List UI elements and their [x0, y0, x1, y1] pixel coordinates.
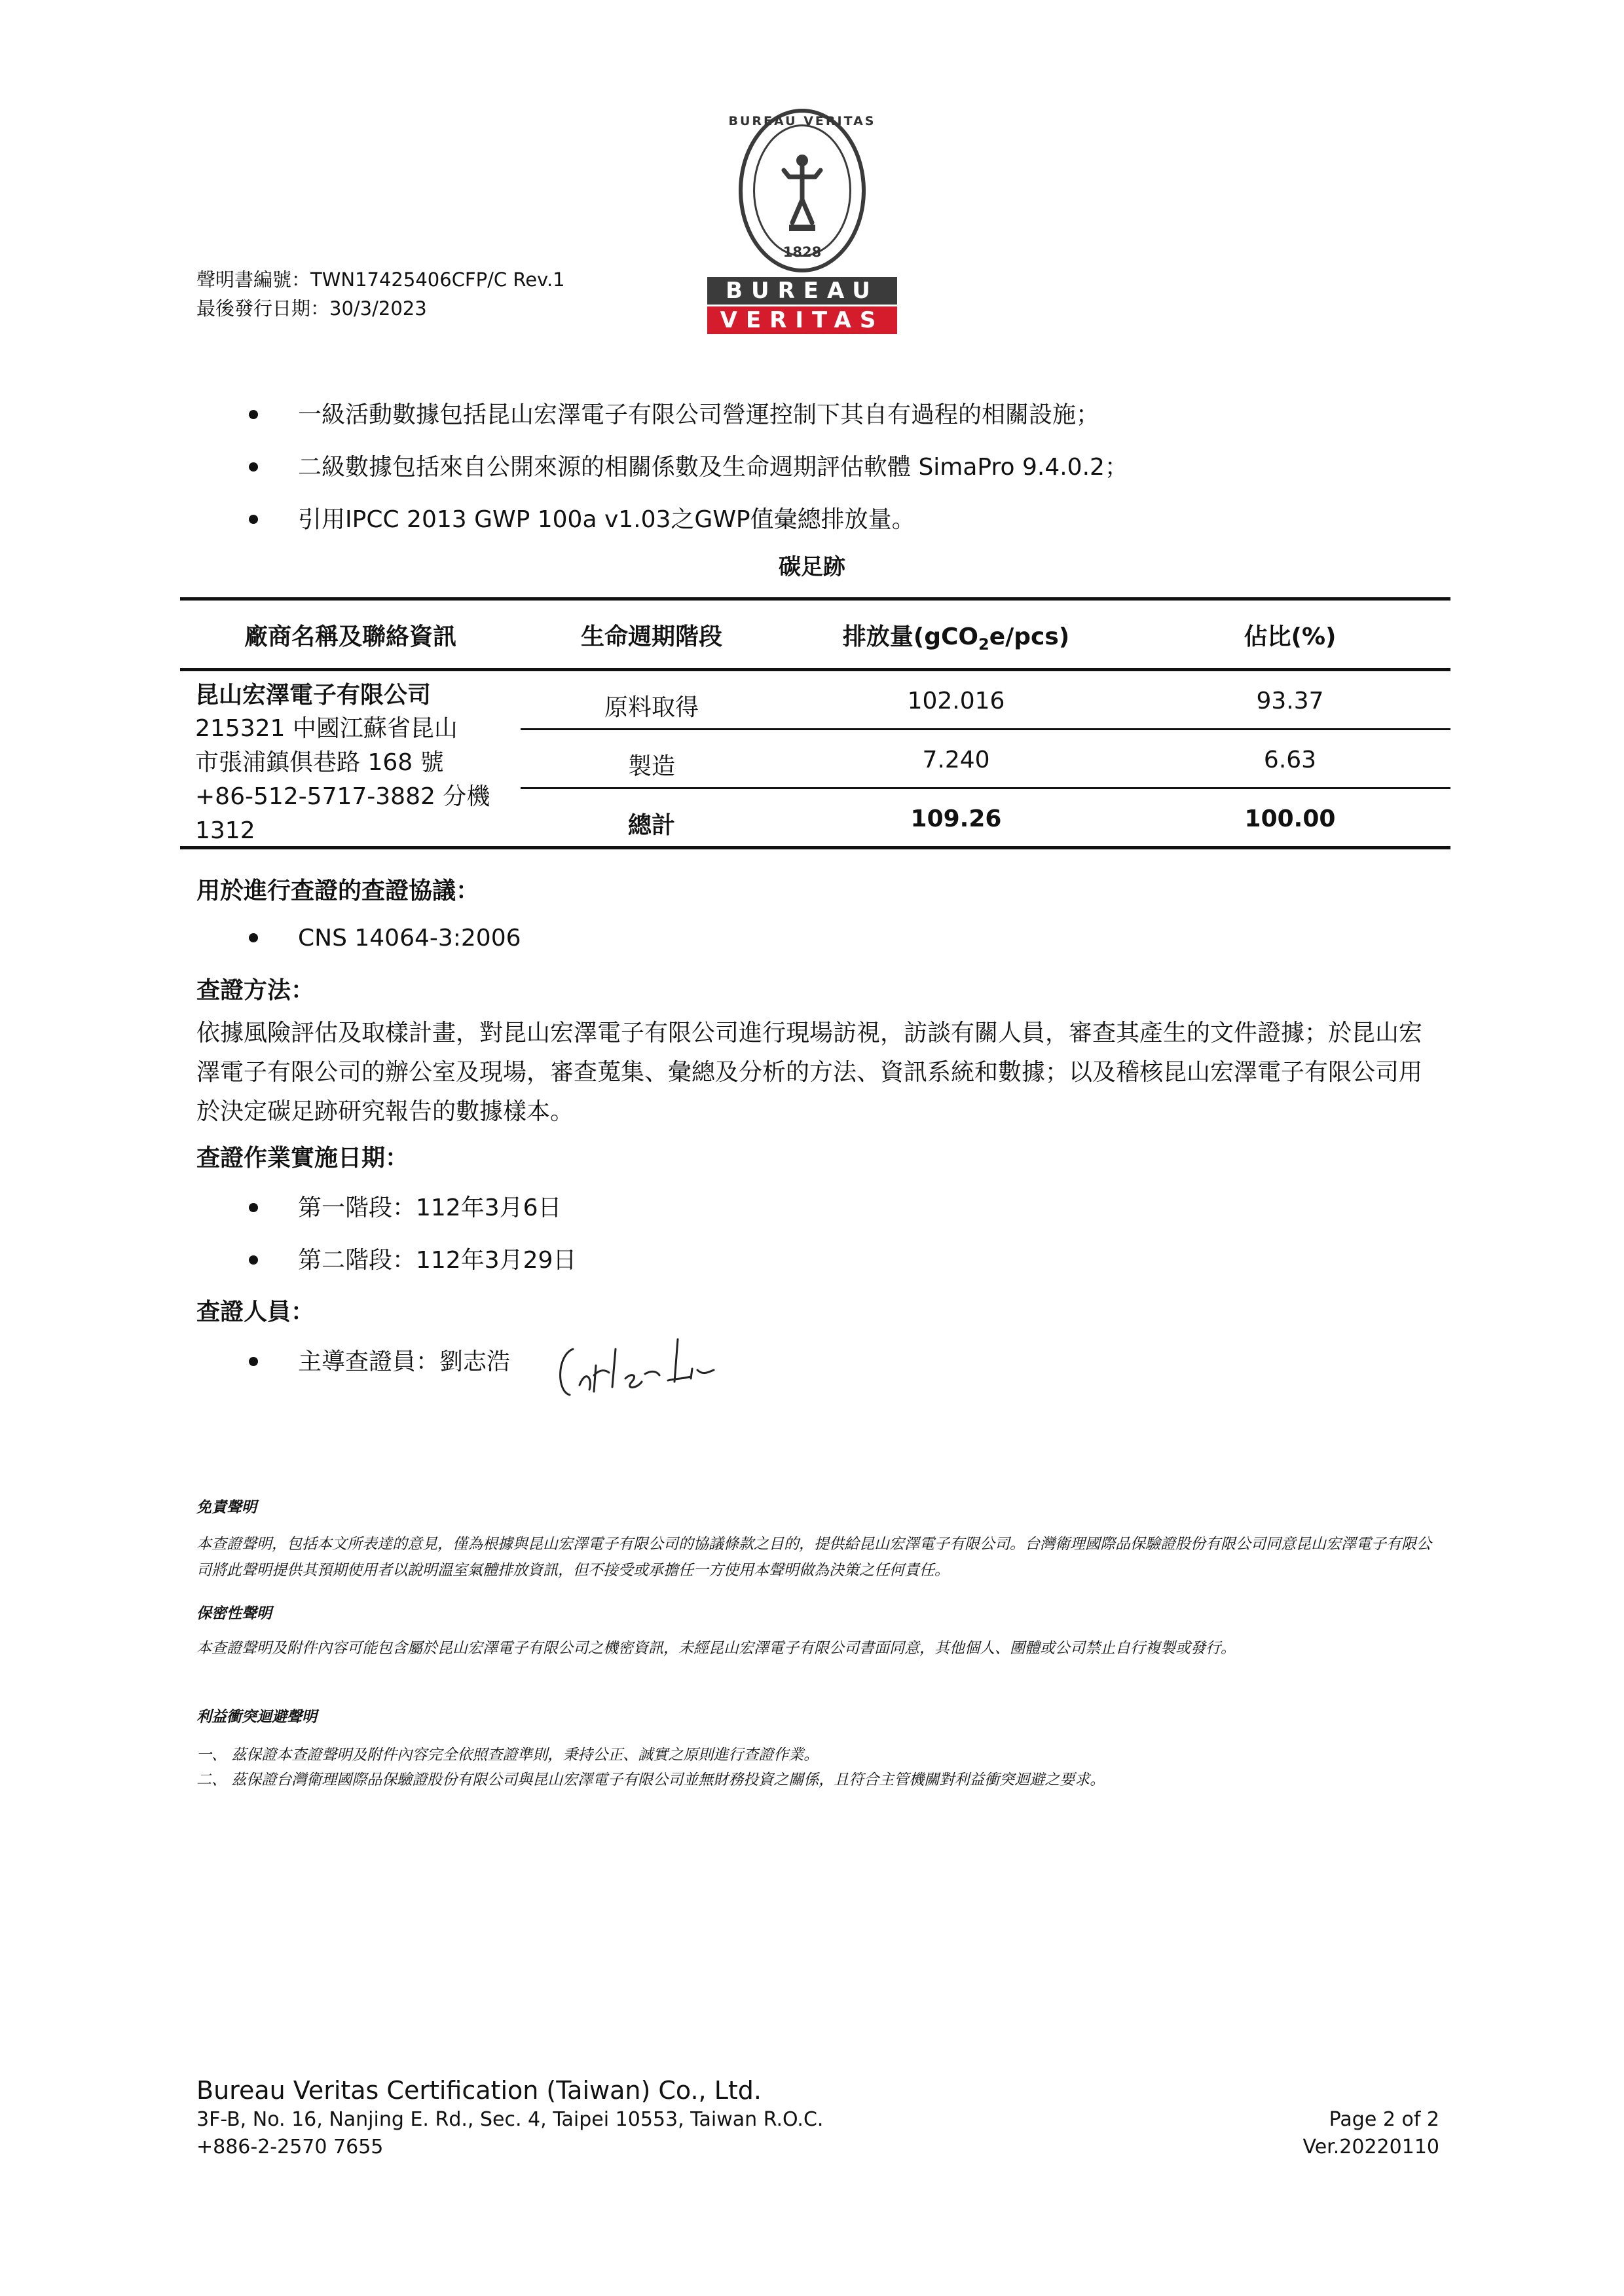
dates-list [249, 1189, 576, 1293]
bullet-dot-icon [249, 1255, 258, 1265]
list-item [249, 500, 1128, 553]
bullet-dot-icon [249, 1357, 258, 1366]
header-emission [783, 618, 1130, 654]
bullet-text: 二級數據包括來自公開來源的相關係數及生命週期評估軟體 SimaPro 9.4.0.2； [298, 454, 1128, 481]
bullet-text: 引用IPCC 2013 GWP 100a v1.03之GWP值彙總排放量。 [298, 506, 915, 533]
footer-company: Bureau Veritas Certification (Taiwan) Co., Ltd. [196, 2076, 762, 2105]
version-number: Ver.20220110 [1302, 2136, 1439, 2158]
list-item [249, 1189, 576, 1241]
logo-year: 1828 [783, 244, 822, 260]
protocol-heading: 用於進行查證的查證協議： [196, 877, 480, 904]
logo-seal-text: BUREAU VERITAS [728, 114, 876, 128]
document-meta [196, 265, 565, 323]
bullet-dot-icon [249, 515, 258, 524]
header-emission-subscript: 2 [978, 635, 989, 654]
vendor-contact-cell [195, 678, 509, 848]
footer-phone: +886-2-2570 7655 [196, 2136, 384, 2158]
footer-address: 3F-B, No. 16, Nanjing E. Rd., Sec. 4, Taipei 10553, Taiwan R.O.C. [196, 2108, 824, 2131]
row-emission: 7.240 [922, 747, 990, 773]
header-vendor: 廠商名稱及聯絡資訊 [244, 623, 456, 650]
list-item [249, 396, 1128, 448]
personnel-list [249, 1342, 510, 1395]
protocol-item: CNS 14064-3:2006 [298, 925, 521, 952]
footer-page-info [1198, 2106, 1439, 2161]
logo-band-top: BUREAU [707, 277, 897, 305]
signature [553, 1329, 717, 1401]
intro-bullet-list [249, 396, 1128, 553]
header-share: 佔比(%) [1244, 623, 1337, 650]
header-stage: 生命週期階段 [580, 623, 722, 650]
bullet-dot-icon [249, 410, 258, 419]
header-emission-suffix: e/pcs) [989, 623, 1070, 650]
row-share: 6.63 [1263, 747, 1317, 773]
row-emission: 102.016 [907, 688, 1005, 714]
list-item [249, 1241, 576, 1293]
disclaimer-text: 本查證聲明，包括本文所表達的意見，僅為根據與昆山宏澤電子有限公司的協議條款之目的，提供給昆山宏澤電子有限公司。台灣衛理國際品保驗證股份有限公司同意昆山宏澤電子有限公司將此聲明提供其預期使用者以說明溫室氣體排放資訊，但不接受或承擔任一方使用本聲明做為決策之任何責任。 [196, 1536, 1431, 1579]
logo-band-bottom: VERITAS [707, 306, 897, 334]
disclaimer-heading: 免責聲明 [196, 1498, 257, 1516]
footer-contact [196, 2106, 823, 2161]
conflict-item-1: 一、 茲保證本查證聲明及附件內容完全依照查證準則，秉持公正、誠實之原則進行查證作業。 [196, 1747, 819, 1764]
protocol-list [249, 919, 521, 971]
table-header-rule [180, 668, 1450, 671]
confidentiality-text: 本查證聲明及附件內容可能包含屬於昆山宏澤電子有限公司之機密資訊，未經昆山宏澤電子有限公司書面同意，其他個人、團體或公司禁止自行複製或發行。 [196, 1640, 1236, 1657]
lead-verifier: 主導查證員：劉志浩 [298, 1348, 511, 1375]
bullet-dot-icon [249, 462, 258, 472]
bullet-dot-icon [249, 933, 258, 942]
row-share-total: 100.00 [1244, 805, 1336, 832]
confidentiality-heading: 保密性聲明 [196, 1604, 272, 1622]
table-bottom-rule [180, 846, 1450, 849]
row-stage: 製造 [627, 753, 675, 780]
vendor-address-line: 市張浦鎮俱巷路 168 號 [195, 749, 444, 776]
method-paragraph: 依據風險評估及取樣計畫，對昆山宏澤電子有限公司進行現場訪視，訪談有關人員，審查其產生的文件證據；於昆山宏澤電子有限公司的辦公室及現場，審查蒐集、彙總及分析的方法、資訊系統和數據；以及稽核昆山宏澤電子有限公司用於決定碳足跡研究報告的數據樣本。 [196, 1020, 1423, 1125]
vendor-name: 昆山宏澤電子有限公司 [195, 681, 432, 709]
bullet-dot-icon [249, 1203, 258, 1212]
vendor-address-line: 215321 中國江蘇省昆山 [195, 715, 458, 742]
vendor-phone: +86-512-5717-3882 分機 [195, 783, 490, 810]
row-share: 93.37 [1256, 688, 1324, 714]
date-item: 第二階段：112年3月29日 [298, 1247, 577, 1274]
conflict-heading: 利益衝突迴避聲明 [196, 1708, 317, 1726]
bullet-text: 一級活動數據包括昆山宏澤電子有限公司營運控制下其自有過程的相關設施； [298, 401, 1100, 428]
dates-heading: 查證作業實施日期： [196, 1144, 409, 1172]
row-stage-total: 總計 [627, 811, 675, 839]
page-number: Page 2 of 2 [1329, 2108, 1439, 2131]
row-emission-total: 109.26 [910, 805, 1002, 832]
vendor-extension: 1312 [195, 817, 255, 844]
personnel-heading: 查證人員： [196, 1298, 315, 1325]
method-heading: 查證方法： [196, 976, 315, 1004]
list-item [249, 919, 521, 971]
issue-date: 最後發行日期：30/3/2023 [196, 297, 427, 320]
row-divider [521, 728, 1450, 730]
list-item [249, 448, 1128, 500]
bureau-veritas-logo [707, 105, 897, 341]
header-emission-prefix: 排放量(gCO [842, 623, 978, 650]
list-item [249, 1342, 510, 1395]
date-item: 第一階段：112年3月6日 [298, 1194, 562, 1221]
logo-figure-icon [769, 141, 835, 239]
statement-number: 聲明書編號：TWN17425406CFP/C Rev.1 [196, 268, 565, 291]
conflict-item-2: 二、 茲保證台灣衛理國際品保驗證股份有限公司與昆山宏澤電子有限公司並無財務投資之關係，且符合主管機關對利益衝突迴避之要求。 [196, 1771, 1105, 1788]
table-top-rule [180, 597, 1450, 601]
row-divider [521, 787, 1450, 789]
row-stage: 原料取得 [604, 694, 699, 721]
table-title: 碳足跡 [779, 554, 845, 580]
